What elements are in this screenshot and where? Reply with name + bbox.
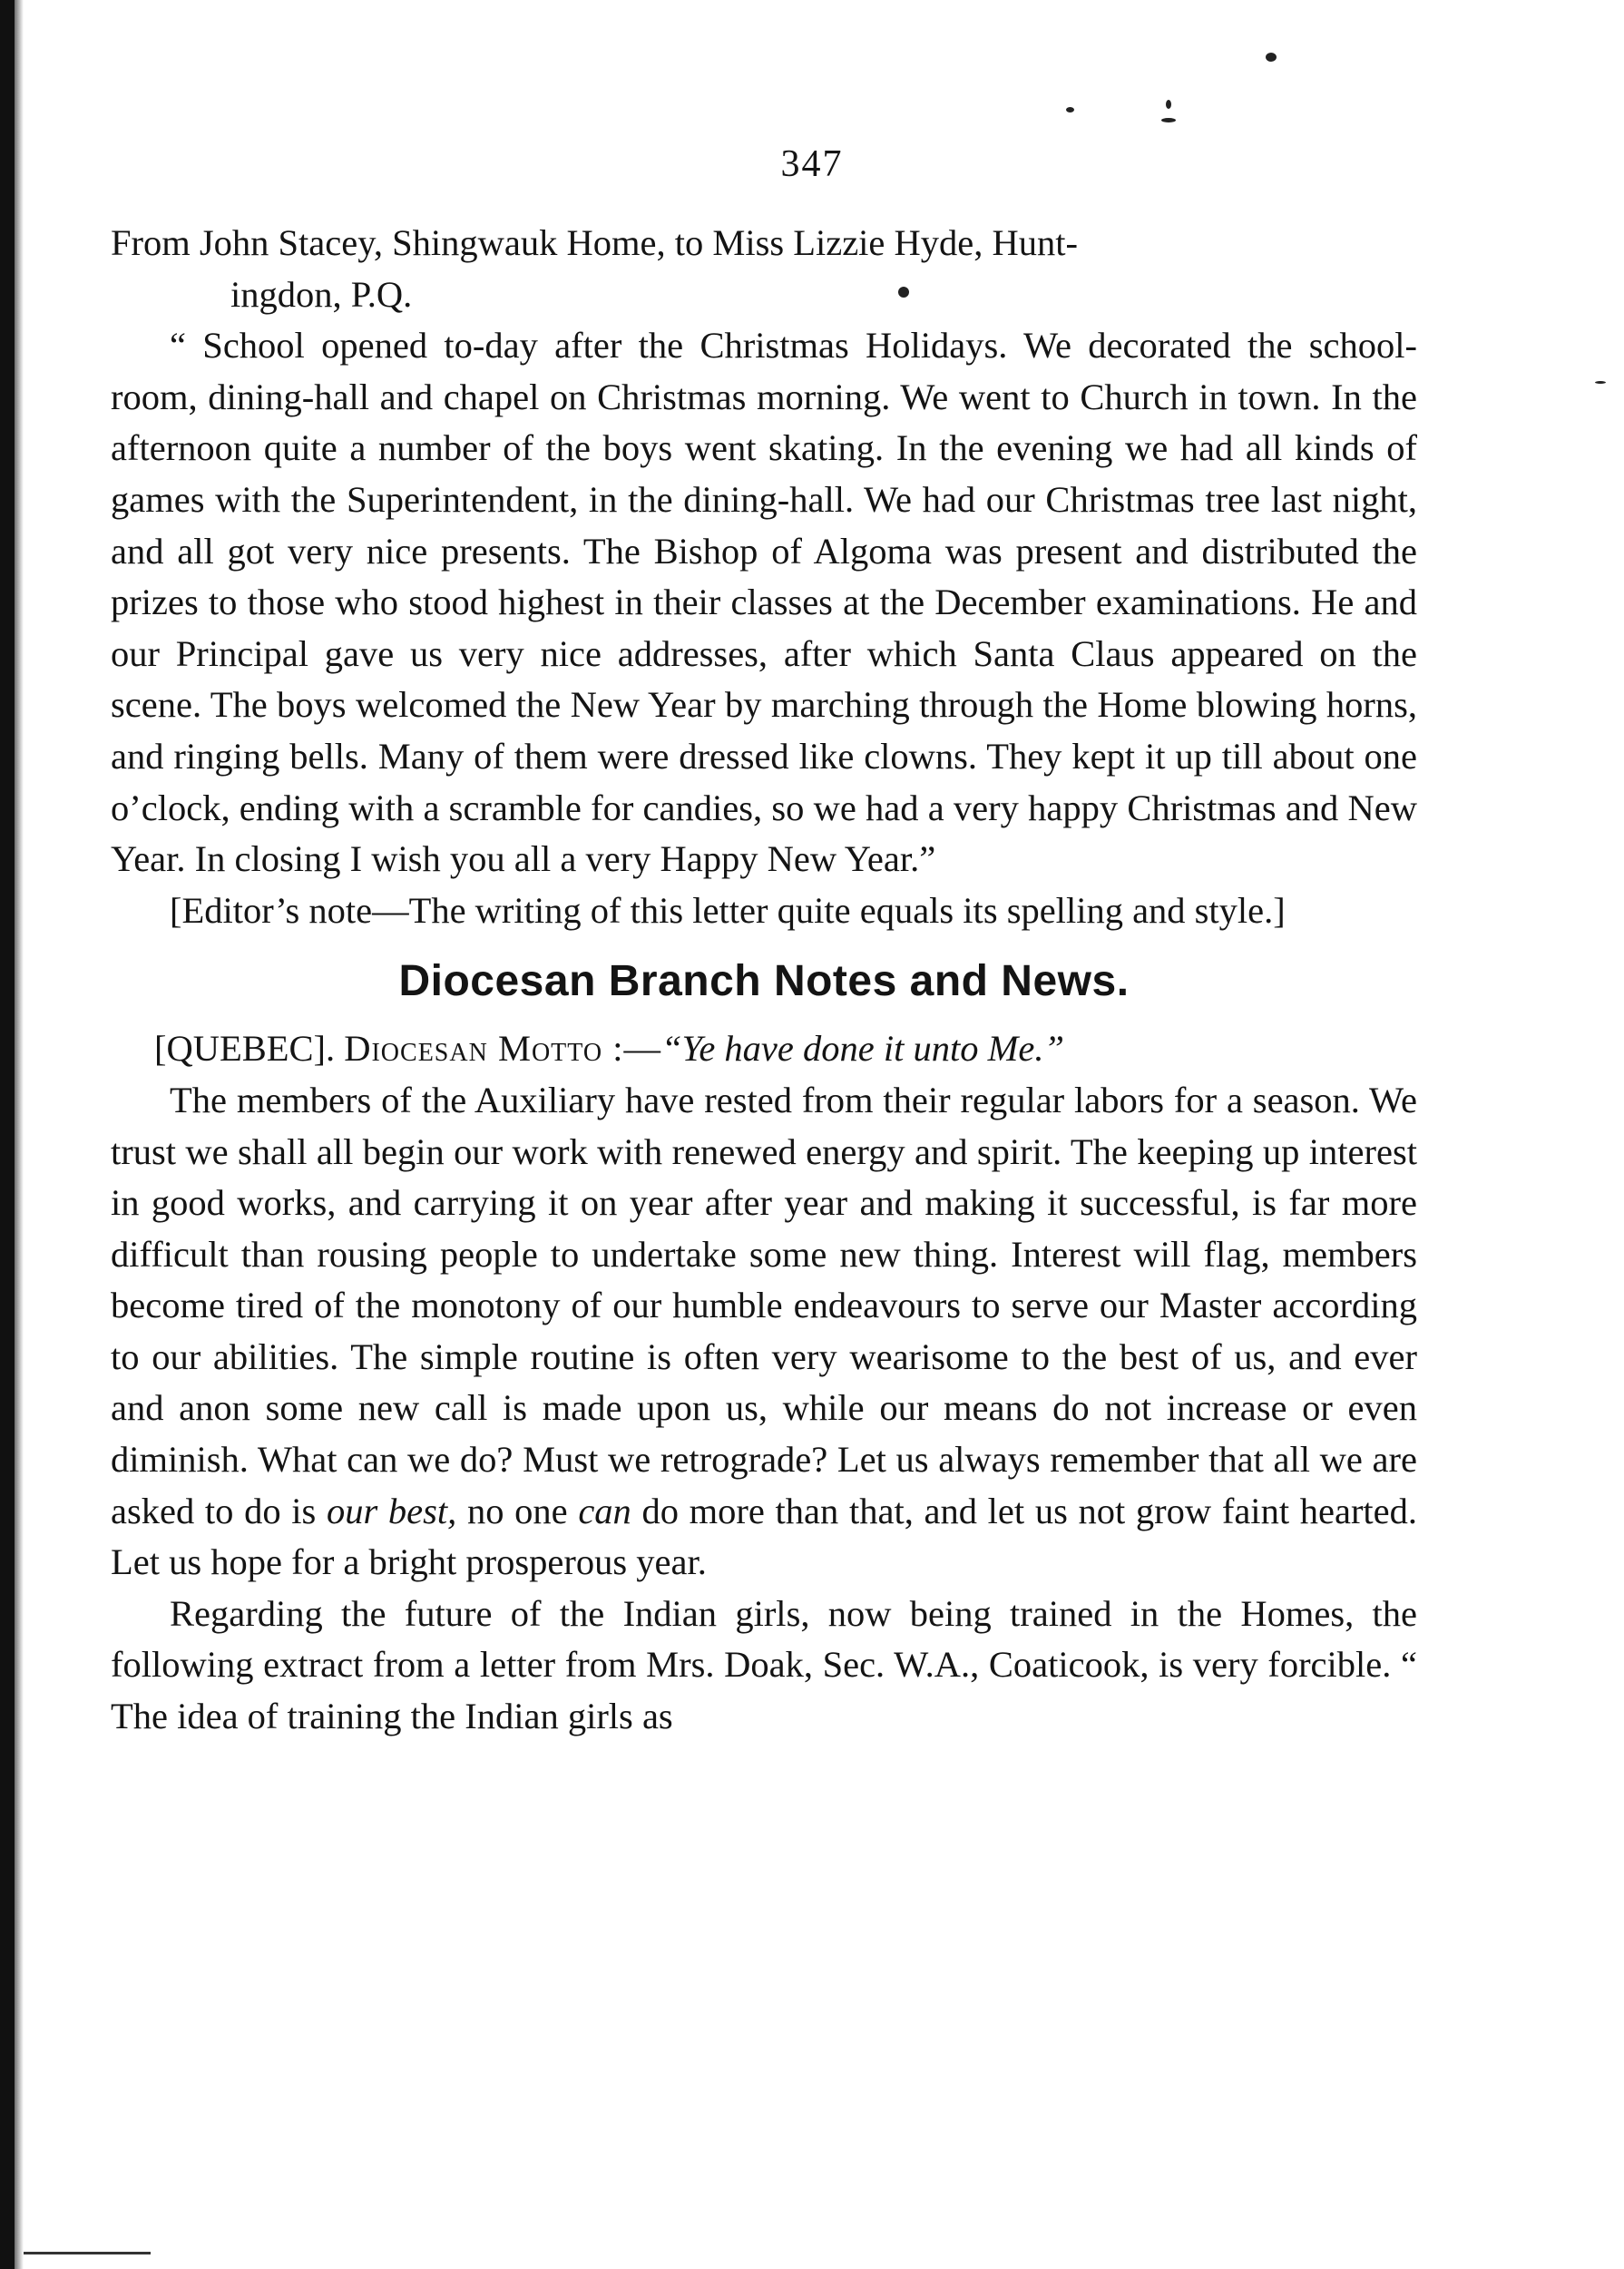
letter-heading bbox=[111, 218, 1417, 320]
scan-binding-edge bbox=[0, 0, 15, 2269]
para1-text-c: do more than that, and let us not grow faint hearted. Let us hope for a bright prosperous year. bbox=[111, 1490, 1418, 1583]
diocese-motto-line bbox=[111, 1023, 1417, 1075]
letter-heading-line-2: ingdon, P.Q. bbox=[230, 273, 413, 315]
page-body bbox=[111, 218, 1417, 1743]
scan-speck bbox=[1166, 100, 1171, 109]
diocese-name: [QUEBEC]. bbox=[154, 1028, 336, 1070]
quebec-paragraph-1 bbox=[111, 1075, 1417, 1589]
letter-heading-line-1: From John Stacey, Shingwauk Home, to Miss Lizzie Hyde, Hunt- bbox=[111, 222, 1078, 263]
quebec-paragraph-2: Regarding the future of the Indian girls, now being trained in the Homes, the following extract from a letter from Mrs. Doak, Sec. W.A., Coaticook, is very forcible. “ The idea of training the Indian girls as bbox=[111, 1592, 1417, 1737]
para1-emphasis-can: can bbox=[578, 1490, 631, 1531]
letter-body: “ School opened to-day after the Christmas Holidays. We decorated the school-room, dining-hall and chapel on Christmas morning. We went to Church in town. In the afternoon quite a number of the boys went skating. In the evening we had all kinds of games with the Superintendent, in the dining-hall. We had our Christmas tree last night, and all got very nice presents. The Bishop of Algoma was present and distributed the prizes to those who stood highest in their classes at the December examinations. He and our Principal gave us very nice addresses, after which Santa Claus appeared on the scene. The boys welcomed the New Year by marching through the Home blowing horns, and ringing bells. Many of them were dressed like clowns. They kept it up till about one o’clock, ending with a scramble for candies, so we had a very happy Christmas and New Year. In closing I wish you all a very Happy New Year.” bbox=[111, 325, 1417, 880]
scan-binding-shadow bbox=[15, 0, 24, 2269]
scan-speck bbox=[1066, 107, 1074, 112]
scan-speck bbox=[1161, 118, 1176, 122]
para1-text-a: The members of the Auxiliary have rested from their regular labors for a season. We trust we shall all begin our work with renewed energy and spirit. The keeping up interest in good works, and carrying it on year after year and making it successful, is far more difficult than rousing people to undertake some new thing. Interest will flag, members become tired of the monotony of our humble endeavours to serve our Master according to our abilities. The simple routine is often very wearisome to the best of us, and ever and anon some new call is made upon us, while our means do not increase or even diminish. What can we do? Must we retrograde? Let us always remember that all we are asked to do is bbox=[111, 1079, 1417, 1531]
section-title: Diocesan Branch Notes and News. bbox=[398, 957, 1130, 1006]
motto-label: Diocesan Motto :— bbox=[344, 1028, 661, 1070]
scan-speck bbox=[1595, 381, 1606, 384]
para1-emphasis-our-best: our best, bbox=[326, 1490, 457, 1531]
editor-note: [Editor’s note—The writing of this letter quite equals its spelling and style.] bbox=[170, 889, 1286, 931]
para1-text-b: no one bbox=[466, 1490, 568, 1531]
scan-speck bbox=[1266, 53, 1277, 62]
motto-text: “Ye have done it unto Me.” bbox=[660, 1028, 1064, 1070]
page-number: 347 bbox=[780, 143, 844, 185]
scan-bottom-rule bbox=[24, 2252, 151, 2254]
